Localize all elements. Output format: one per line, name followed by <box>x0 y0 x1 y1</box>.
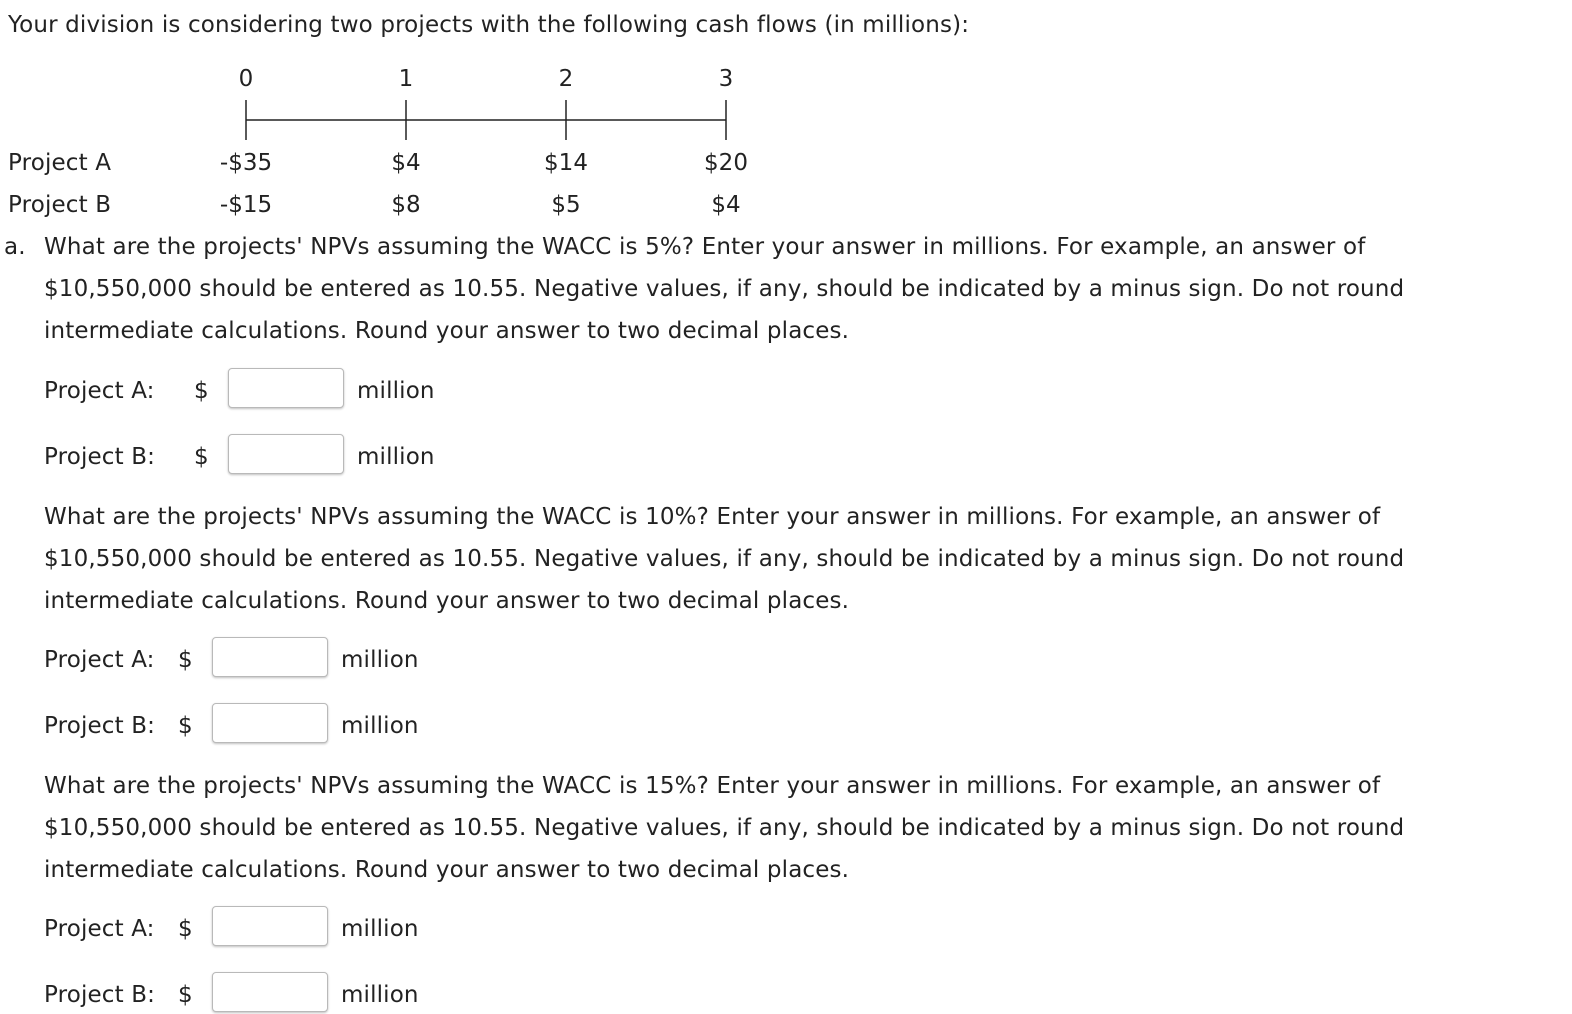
question-10-line-2: $10,550,000 should be entered as 10.55. Negative values, if any, should be indicated by a minus sign. Do not round <box>44 546 1405 572</box>
q10-project-a-label: Project A: <box>44 647 155 673</box>
q15-project-a-npv-input[interactable] <box>212 906 328 946</box>
q5-project-b-label: Project B: <box>44 444 156 470</box>
project-a-flow-0: -$35 <box>219 150 273 176</box>
project-b-flow-0: -$15 <box>219 192 273 218</box>
intro-text: Your division is considering two projects with the following cash flows (in millions): <box>8 12 970 38</box>
q5-project-b-currency: $ <box>194 444 209 470</box>
q5-project-a-currency: $ <box>194 378 209 404</box>
project-b-row-label: Project B <box>8 192 112 218</box>
q5-project-b-npv-input[interactable] <box>228 434 344 474</box>
question-10-line-3: intermediate calculations. Round your answer to two decimal places. <box>44 588 850 614</box>
q10-project-a-npv-input[interactable] <box>212 637 328 677</box>
q10-project-b-label: Project B: <box>44 713 156 739</box>
q10-project-a-unit: million <box>341 647 419 673</box>
q15-project-b-currency: $ <box>178 982 193 1008</box>
period-label-0: 0 <box>238 66 254 92</box>
q10-project-b-npv-input[interactable] <box>212 703 328 743</box>
project-a-flow-2: $14 <box>544 150 588 176</box>
q15-project-a-currency: $ <box>178 916 193 942</box>
q10-project-b-currency: $ <box>178 713 193 739</box>
project-a-flow-1: $4 <box>391 150 421 176</box>
project-b-flow-2: $5 <box>551 192 581 218</box>
q15-project-a-label: Project A: <box>44 916 155 942</box>
timeline-axis <box>0 0 1572 160</box>
q5-project-a-label: Project A: <box>44 378 155 404</box>
q5-project-a-unit: million <box>357 378 435 404</box>
question-5-line-1: What are the projects' NPVs assuming the WACC is 5%? Enter your answer in millions. For example, an answer of <box>44 234 1366 260</box>
q15-project-b-label: Project B: <box>44 982 156 1008</box>
q15-project-b-npv-input[interactable] <box>212 972 328 1012</box>
question-5-line-3: intermediate calculations. Round your answer to two decimal places. <box>44 318 850 344</box>
q10-project-b-unit: million <box>341 713 419 739</box>
period-label-2: 2 <box>558 66 574 92</box>
part-a-label: a. <box>4 234 26 260</box>
q5-project-b-unit: million <box>357 444 435 470</box>
period-label-3: 3 <box>718 66 734 92</box>
q10-project-a-currency: $ <box>178 647 193 673</box>
period-label-1: 1 <box>398 66 414 92</box>
question-15-line-3: intermediate calculations. Round your answer to two decimal places. <box>44 857 850 883</box>
project-a-row-label: Project A <box>8 150 112 176</box>
q15-project-a-unit: million <box>341 916 419 942</box>
q15-project-b-unit: million <box>341 982 419 1008</box>
question-15-line-1: What are the projects' NPVs assuming the WACC is 15%? Enter your answer in millions. For example, an answer of <box>44 773 1381 799</box>
question-10-line-1: What are the projects' NPVs assuming the WACC is 10%? Enter your answer in millions. For example, an answer of <box>44 504 1381 530</box>
q5-project-a-npv-input[interactable] <box>228 368 344 408</box>
question-5-line-2: $10,550,000 should be entered as 10.55. Negative values, if any, should be indicated by a minus sign. Do not round <box>44 276 1405 302</box>
project-b-flow-1: $8 <box>391 192 421 218</box>
project-b-flow-3: $4 <box>711 192 741 218</box>
project-a-flow-3: $20 <box>704 150 748 176</box>
question-15-line-2: $10,550,000 should be entered as 10.55. Negative values, if any, should be indicated by a minus sign. Do not round <box>44 815 1405 841</box>
